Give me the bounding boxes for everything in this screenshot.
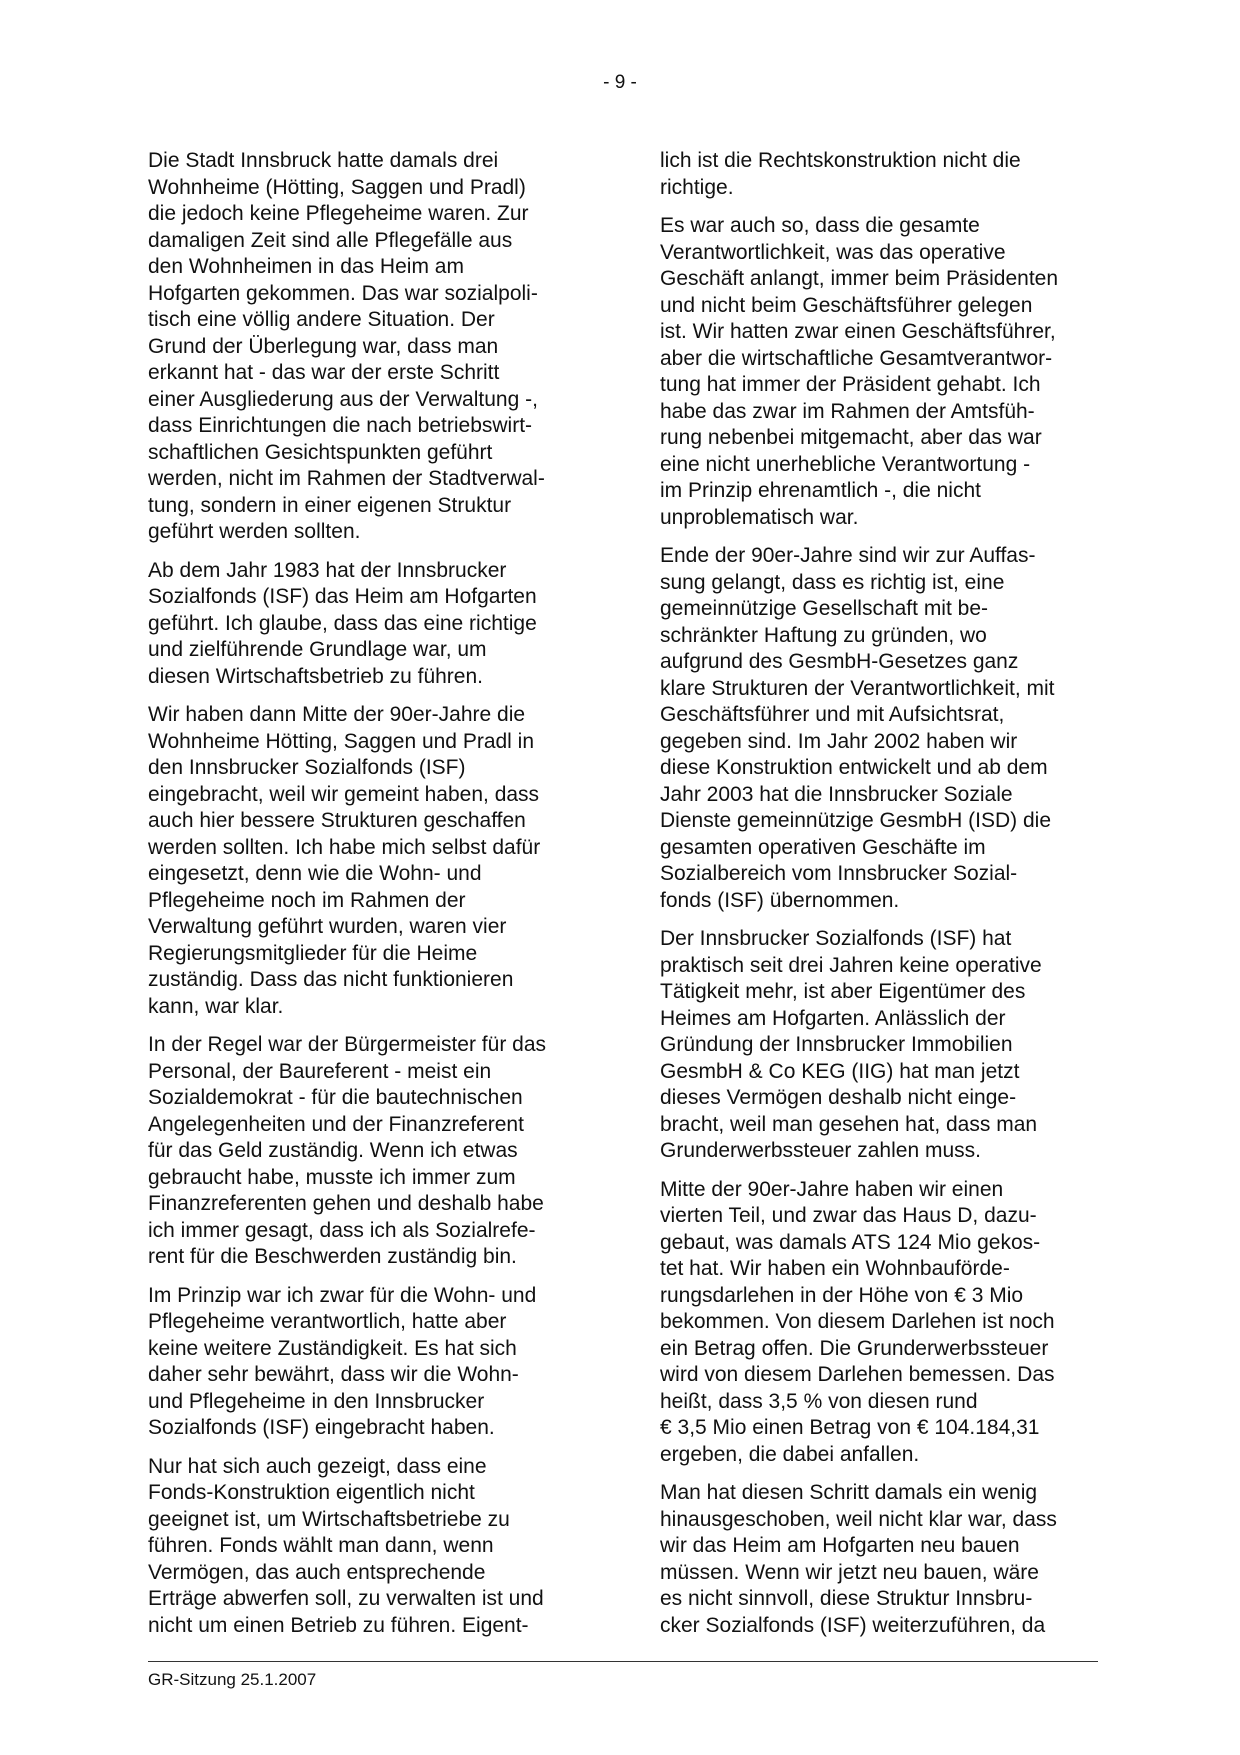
- paragraph: In der Regel war der Bürgermeister für das Personal, der Baureferent - meist ein Sozialdemokrat - für die bautechnischen Angelegenheiten und der Finanzreferent für das Geld zuständig. Wenn ich etwas gebraucht habe, musste ich immer zum Finanzreferenten gehen und deshalb habe ich immer gesagt, dass ich als Sozialrefe- rent für die Beschwerden zuständig bin.: [148, 1033, 547, 1268]
- paragraph: Ende der 90er-Jahre sind wir zur Auffas- sung gelangt, dass es richtig ist, eine gemeinnützige Gesellschaft mit be- schränkter Haftung zu gründen, wo aufgrund des GesmbH-Gesetzes ganz klare Strukturen der Verantwortlichkeit, mit Geschäftsführer und mit Aufsichtsrat, gegeben sind. Im Jahr 2002 haben wir diese Konstruktion entwickelt und ab dem Jahr 2003 hat die Innsbrucker Soziale Dienste gemeinnützige GesmbH (ISD) die gesamten operativen Geschäfte im Sozialbereich vom Innsbrucker Sozial- fonds (ISF) übernommen.: [660, 544, 1055, 912]
- paragraph: Mitte der 90er-Jahre haben wir einen vierten Teil, und zwar das Haus D, dazu- gebaut, was damals ATS 124 Mio gekos- tet hat. Wir haben ein Wohnbauförde- rungsdarlehen in der Höhe von € 3 Mio bekommen. Von diesem Darlehen ist noch ein Betrag offen. Die Grunderwerbssteuer wird von diesem Darlehen bemessen. Das heißt, dass 3,5 % von diesen rund € 3,5 Mio einen Betrag von € 104.184,31 ergeben, die dabei anfallen.: [660, 1177, 1055, 1466]
- paragraph: lich ist die Rechtskonstruktion nicht die richtige.: [660, 149, 1021, 199]
- paragraph: Man hat diesen Schritt damals ein wenig hinausgeschoben, weil nicht klar war, dass wir das Heim am Hofgarten neu bauen müssen. Wenn wir jetzt neu bauen, wäre es nicht sinnvoll, diese Struktur Innsbru- cker Sozialfonds (ISF) weiterzuführen, da: [660, 1481, 1057, 1637]
- paragraph: Ab dem Jahr 1983 hat der Innsbrucker Sozialfonds (ISF) das Heim am Hofgarten geführt. Ich glaube, dass das eine richtige und zielführende Grundlage war, um diesen Wirtschaftsbetrieb zu führen.: [148, 558, 537, 688]
- footer-text: GR-Sitzung 25.1.2007: [148, 1670, 317, 1689]
- paragraph: Es war auch so, dass die gesamte Verantwortlichkeit, was das operative Geschäft anlangt, immer beim Präsidenten und nicht beim Geschäftsführer gelegen ist. Wir hatten zwar einen Geschäftsführer, aber die wirtschaftliche Gesamtverantwor- tung hat immer der Präsident gehabt. Ich habe das zwar im Rahmen der Amtsfüh- rung nebenbei mitgemacht, aber das war eine nicht unerhebliche Verantwortung - im Prinzip ehrenamtlich -, die nicht unproblematisch war.: [660, 214, 1059, 529]
- paragraph: Im Prinzip war ich zwar für die Wohn- und Pflegeheime verantwortlich, hatte aber keine weitere Zuständigkeit. Es hat sich daher sehr bewährt, dass wir die Wohn- und Pflegeheime in den Innsbrucker Sozialfonds (ISF) eingebracht haben.: [148, 1283, 537, 1439]
- paragraph: Der Innsbrucker Sozialfonds (ISF) hat praktisch seit drei Jahren keine operative Tätigkeit mehr, ist aber Eigentümer des Heimes am Hofgarten. Anlässlich der Gründung der Innsbrucker Immobilien GesmbH & Co KEG (IIG) hat man jetzt dieses Vermögen deshalb nicht einge- bracht, weil man gesehen hat, dass man Grunderwerbssteuer zahlen muss.: [660, 927, 1042, 1162]
- paragraph: Die Stadt Innsbruck hatte damals drei Wohnheime (Hötting, Saggen und Pradl) die jedoch keine Pflegeheime waren. Zur damaligen Zeit sind alle Pflegefälle aus den Wohnheimen in das Heim am Hofgarten gekommen. Das war sozialpoli- tisch eine völlig andere Situation. Der Grund der Überlegung war, dass man erkannt hat - das war der erste Schritt einer Ausgliederung aus der Verwaltung -, dass Einrichtungen die nach betriebswirt- schaftlichen Gesichtspunkten geführt werden, nicht im Rahmen der Stadtverwal- tung, sondern in einer eigenen Struktur geführt werden sollten.: [148, 149, 545, 543]
- right-column: [660, 148, 1108, 1651]
- footer-divider: [148, 1661, 1098, 1662]
- page-number: - 9 -: [603, 72, 637, 93]
- paragraph: Nur hat sich auch gezeigt, dass eine Fonds-Konstruktion eigentlich nicht geeignet ist, um Wirtschaftsbetriebe zu führen. Fonds wählt man dann, wenn Vermögen, das auch entsprechende Erträge abwerfen soll, zu verwalten ist und nicht um einen Betrieb zu führen. Eigent-: [148, 1454, 544, 1637]
- left-column: [148, 148, 588, 1651]
- paragraph: Wir haben dann Mitte der 90er-Jahre die Wohnheime Hötting, Saggen und Pradl in den Innsbrucker Sozialfonds (ISF) eingebracht, weil wir gemeint haben, dass auch hier bessere Strukturen geschaffen werden sollten. Ich habe mich selbst dafür eingesetzt, denn wie die Wohn- und Pflegeheime noch im Rahmen der Verwaltung geführt wurden, waren vier Regierungsmitglieder für die Heime zuständig. Dass das nicht funktionieren kann, war klar.: [148, 703, 541, 1018]
